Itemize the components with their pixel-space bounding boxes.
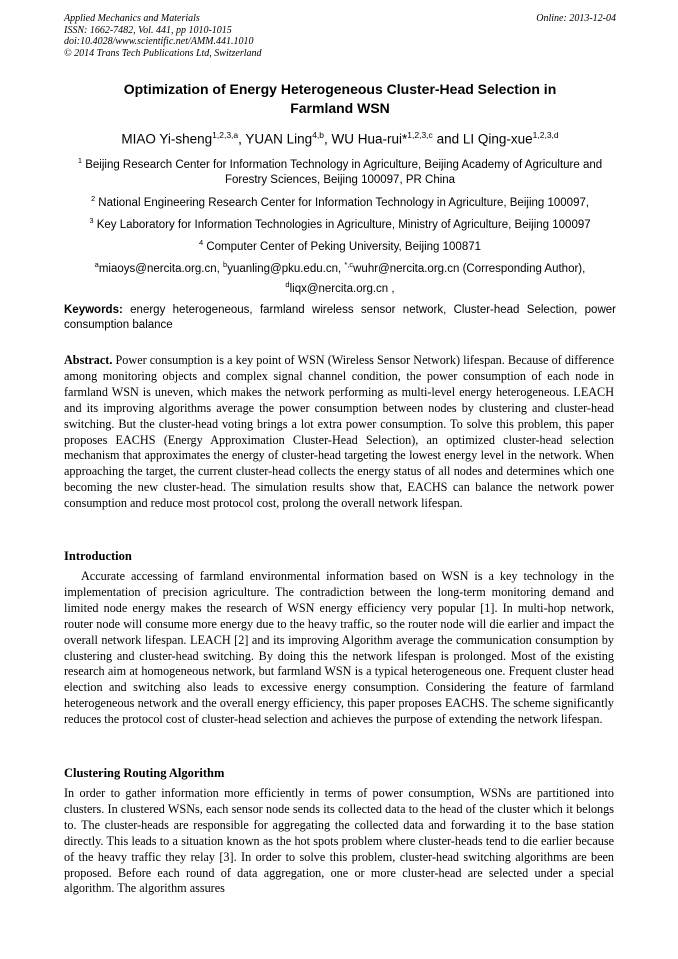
affiliation-1 [64, 153, 616, 188]
affiliation-2-number: 2 [90, 194, 96, 203]
author-1: MIAO Yi-sheng [121, 131, 213, 147]
author-3-affil: 1,2,3,c [407, 130, 433, 140]
journal-name: Applied Mechanics and Materials [64, 13, 200, 24]
email-b: yuanling@pku.edu.cn, [227, 262, 345, 275]
affiliation-4-number: 4 [198, 238, 204, 247]
keywords [64, 303, 616, 333]
email-c-marker: *,c [344, 260, 354, 269]
abstract-label: Abstract. [64, 353, 113, 367]
email-b-marker: b [223, 260, 228, 269]
affiliation-2 [64, 191, 616, 211]
title-line-1: Optimization of Energy Heterogeneous Cluster-Head Selection in [123, 81, 557, 97]
journal-copyright: © 2014 Trans Tech Publications Ltd, Switzerland [64, 47, 262, 59]
keywords-label: Keywords: [64, 304, 123, 316]
journal-doi: doi:10.4028/www.scientific.net/AMM.441.1010 [64, 36, 254, 47]
email-a: miaoys@nercita.org.cn, [98, 262, 224, 275]
affiliation-4-text: Computer Center of Peking University, Beijing 100871 [203, 240, 482, 253]
title-line-2: Farmland WSN [290, 100, 390, 116]
author-list [64, 126, 616, 149]
introduction-heading: Introduction [64, 549, 132, 563]
affiliation-4 [64, 235, 616, 255]
email-d-marker: d [285, 279, 290, 289]
keywords-text: energy heterogeneous, farmland wireless sensor network, Cluster-head Selection, power consumption balance [64, 304, 616, 331]
author-4-affil: 1,2,3,d [532, 130, 559, 140]
abstract-text: Power consumption is a key point of WSN (Wireless Sensor Network) lifespan. Because of difference among monitoring objects and complex signal channel condition, the power consumption of each node in farmland WSN is uneven, which makes the network performing as multi-level energy heterogeneous. LEACH and its improving algorithms average the power consumption between nodes by clustering and cluster-head switching. But the cluster-head voting brings a lot extra power consumption. To solve this problem, this paper proposes EACHS (Energy Approximation Cluster-Head Selection), an optimized cluster-head selection mechanism that approximates the energy of cluster-head targeting the lowest energy level in the network. When approaching the target, the current cluster-head collects the energy status of all nodes and determines which one becoming the new cluster-head. The simulation results show that, EACHS can balance the network power consumption and reduce most protocol cost, prolong the overall network lifespan. [64, 353, 614, 511]
clustering-heading: Clustering Routing Algorithm [64, 766, 225, 780]
paper-title [64, 80, 616, 118]
affiliation-1-number: 1 [77, 156, 83, 165]
online-date: Online: 2013-12-04 [536, 13, 616, 24]
affiliation-3 [64, 213, 616, 233]
email-c: wuhr@nercita.org.cn (Corresponding Author), [353, 262, 586, 275]
clustering-paragraph: In order to gather information more efficiently in terms of power consumption, WSNs are partitioned into clusters. In clustered WSNs, each sensor node sends its collected data to the head of the cluster which it belongs to. The cluster-heads are responsible for aggregating the collected data and forwarding it to the base station directly. This leads to a situation known as the hot spots problem where cluster-heads tend to die earlier because of the heavy traffic they relay [3]. In order to solve this problem, cluster-head switching algorithms are been proposed. Before each round of data aggregation, one or more cluster-head are selected under a special algorithm. The algorithm assures [64, 786, 614, 896]
author-2-affil: 4,b [312, 130, 325, 140]
email-d: liqx@nercita.org.cn , [289, 282, 395, 295]
journal-header [64, 13, 616, 59]
affiliation-3-number: 3 [89, 216, 94, 225]
author-emails [64, 257, 616, 297]
journal-issn: ISSN: 1662-7482, Vol. 441, pp 1010-1015 [64, 24, 232, 36]
author-3: , WU Hua-rui* [324, 131, 408, 147]
author-2: , YUAN Ling [238, 131, 313, 147]
author-1-affil: 1,2,3,a [212, 130, 239, 140]
abstract [64, 353, 614, 512]
introduction-paragraph: Accurate accessing of farmland environmental information based on WSN is a key technology in the implementation of precision agriculture. The contradiction between the long-term monitoring demand and limited node energy makes the research of WSN energy efficiency very popular [1]. In multi-hop network, router node will consume more energy due to the heavy traffic, so the router node will die earlier and impact the overall network lifespan. LEACH [2] and its improving Algorithm average the communication consumption by clustering and cluster-head switching. By doing this the network lifespan is prolonged. Most of the existing research aim at homogeneous network, but farmland WSN is a typical heterogeneous one. Frequent cluster head election and switching also leads to excessive energy consumption. Considering the feature of farmland heterogeneous network and the overall energy efficiency, this paper proposes EACHS. The scheme significantly reduces the protocol cost of cluster-head selection and achieves the purpose of extending the network lifespan. [64, 569, 614, 727]
email-a-marker: a [94, 260, 99, 269]
author-4: and LI Qing-xue [432, 131, 533, 147]
affiliation-2-text: National Engineering Research Center for Information Technology in Agriculture, Beijing 100097, [95, 196, 590, 209]
affiliation-1-text: Beijing Research Center for Information Technology in Agriculture, Beijing Academy of Agriculture and Forestry Sciences, Beijing 100097, PR China [82, 158, 603, 186]
affiliation-3-text: Key Laboratory for Information Technologies in Agriculture, Ministry of Agriculture, Beijing 100097 [93, 218, 591, 231]
